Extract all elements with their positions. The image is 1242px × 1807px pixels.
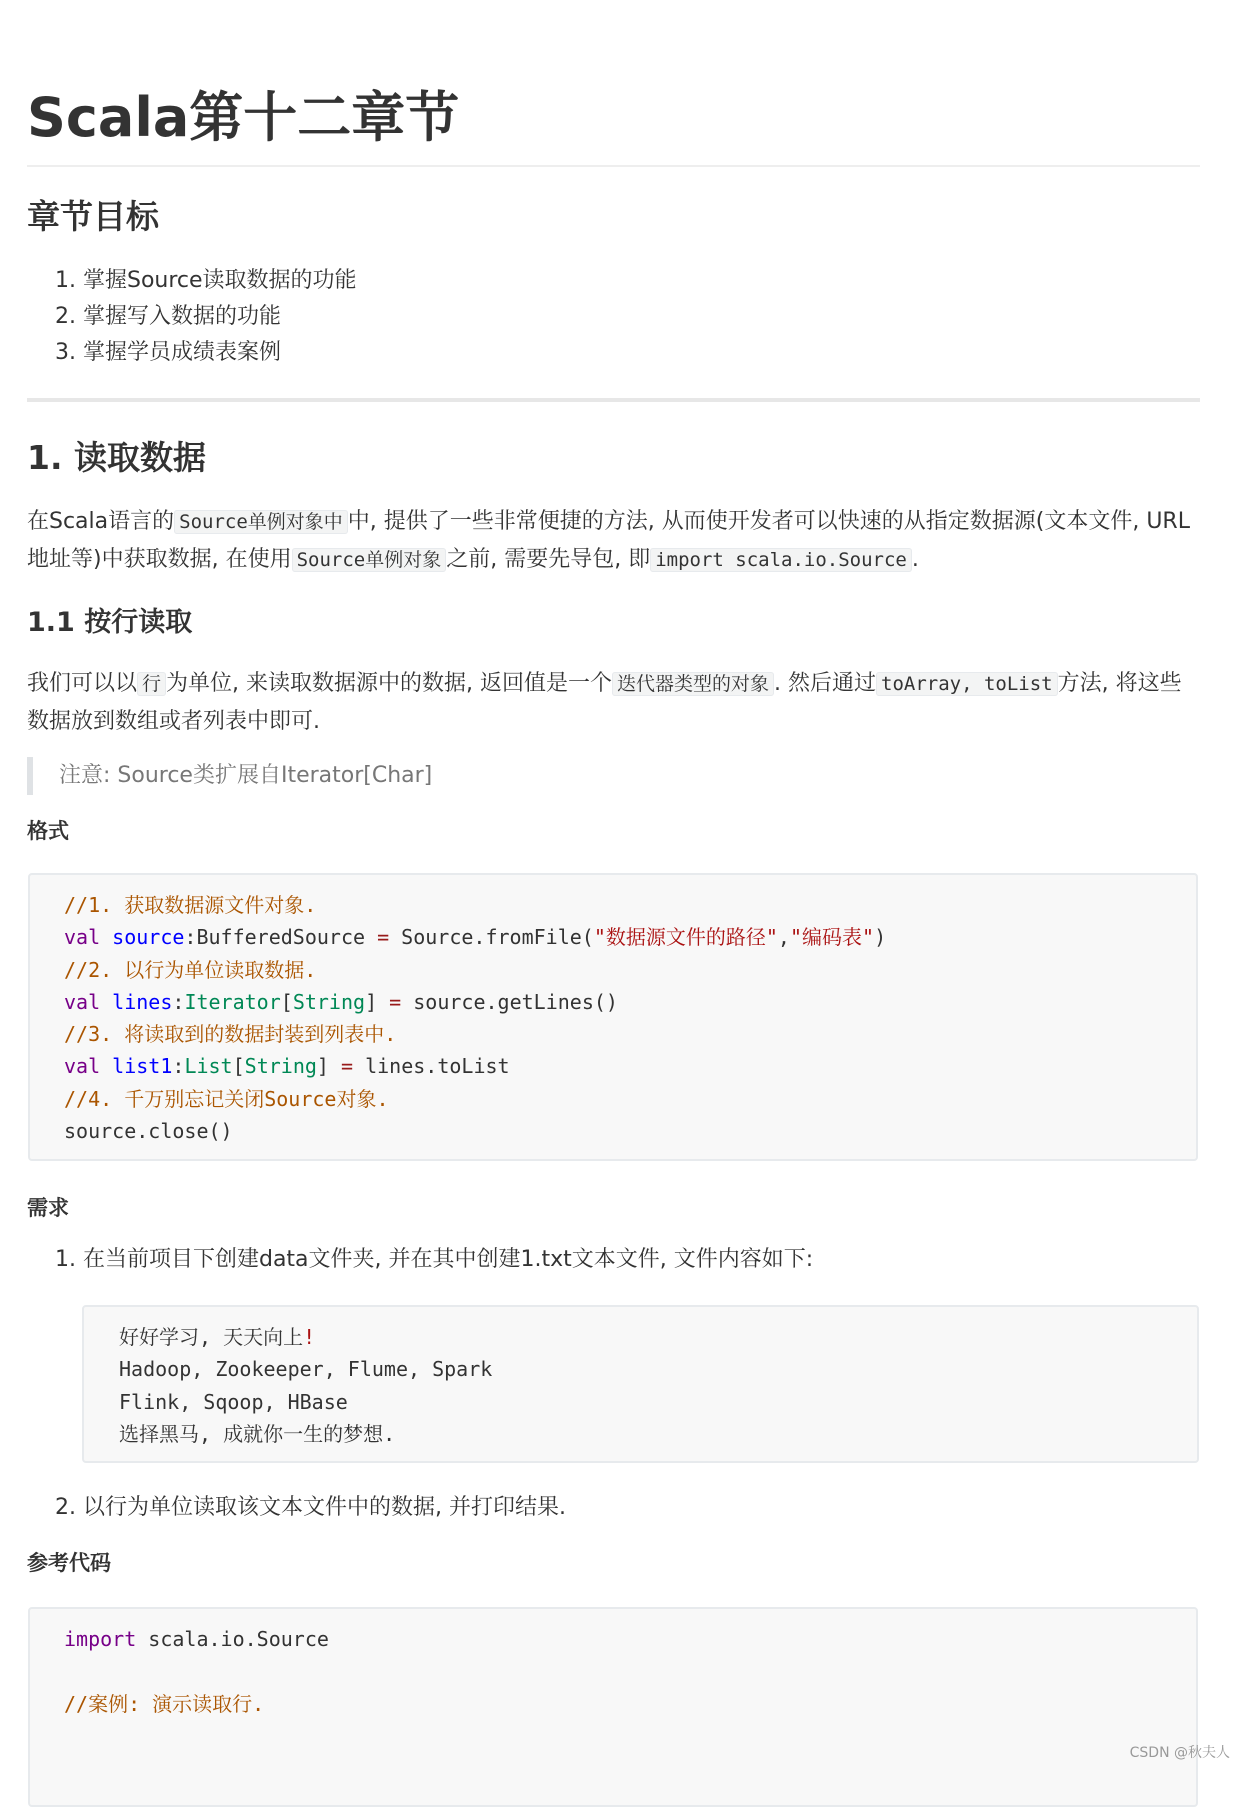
subsection-heading: 1.1 按行读取 xyxy=(27,607,193,638)
code-block-format: //1. 获取数据源文件对象. val source:BufferedSource = Source.fromFile("数据源文件的路径","编码表") //2. 以行为单位读取数据. val lines:Iterator[String] = source.getLines() //3. 将读取到的数据封装到列表中. val list1:List[String] = lines.toList //4. 千万别忘记关闭Source对象. source.close() xyxy=(28,873,1198,1161)
list-item: 2. 以行为单位读取该文本文件中的数据, 并打印结果. xyxy=(55,1495,566,1520)
inline-code: 行 xyxy=(137,672,166,696)
note-blockquote: 注意: Source类扩展自Iterator[Char] xyxy=(27,757,432,795)
requirement-label: 需求 xyxy=(27,1196,69,1220)
divider xyxy=(27,165,1200,167)
paragraph: 我们可以以 行 为单位, 来读取数据源中的数据, 返回值是一个 迭代器类型的对象 . 然后通过 toArray, toList 方法, 将这些数据放到数组或者列表中即可. xyxy=(27,671,1182,734)
inline-code: toArray, toList xyxy=(876,672,1058,696)
goals-heading: 章节目标 xyxy=(27,197,159,236)
format-label: 格式 xyxy=(27,819,69,843)
code-block-file-content: 好好学习, 天天向上! Hadoop, Zookeeper, Flume, Spark Flink, Sqoop, HBase 选择黑马, 成就你一生的梦想. xyxy=(82,1305,1199,1463)
list-item: 1. 掌握Source读取数据的功能 xyxy=(55,268,357,293)
inline-code: Source单例对象中 xyxy=(174,510,348,534)
inline-code: import scala.io.Source xyxy=(650,548,912,572)
list-item: 3. 掌握学员成绩表案例 xyxy=(55,340,281,365)
code-block-reference: import scala.io.Source //案例: 演示读取行. xyxy=(28,1607,1198,1807)
list-item: 2. 掌握写入数据的功能 xyxy=(55,304,281,329)
section-heading: 1. 读取数据 xyxy=(27,438,206,477)
watermark: CSDN @秋夫人 xyxy=(1129,1745,1230,1761)
list-item: 1. 在当前项目下创建data文件夹, 并在其中创建1.txt文本文件, 文件内容如下: xyxy=(55,1247,814,1272)
page-title: Scala第十二章节 xyxy=(27,86,460,149)
divider xyxy=(27,398,1200,402)
inline-code: Source单例对象 xyxy=(292,548,447,572)
inline-code: 迭代器类型的对象 xyxy=(612,672,774,696)
reference-code-label: 参考代码 xyxy=(27,1551,111,1575)
paragraph: 在Scala语言的 Source单例对象中 中, 提供了一些非常便捷的方法, 从而使开发者可以快速的从指定数据源(文本文件, URL地址等)中获取数据, 在使用 Source单例对象 之前, 需要先导包, 即 import scala.io.Source . xyxy=(27,509,1190,572)
